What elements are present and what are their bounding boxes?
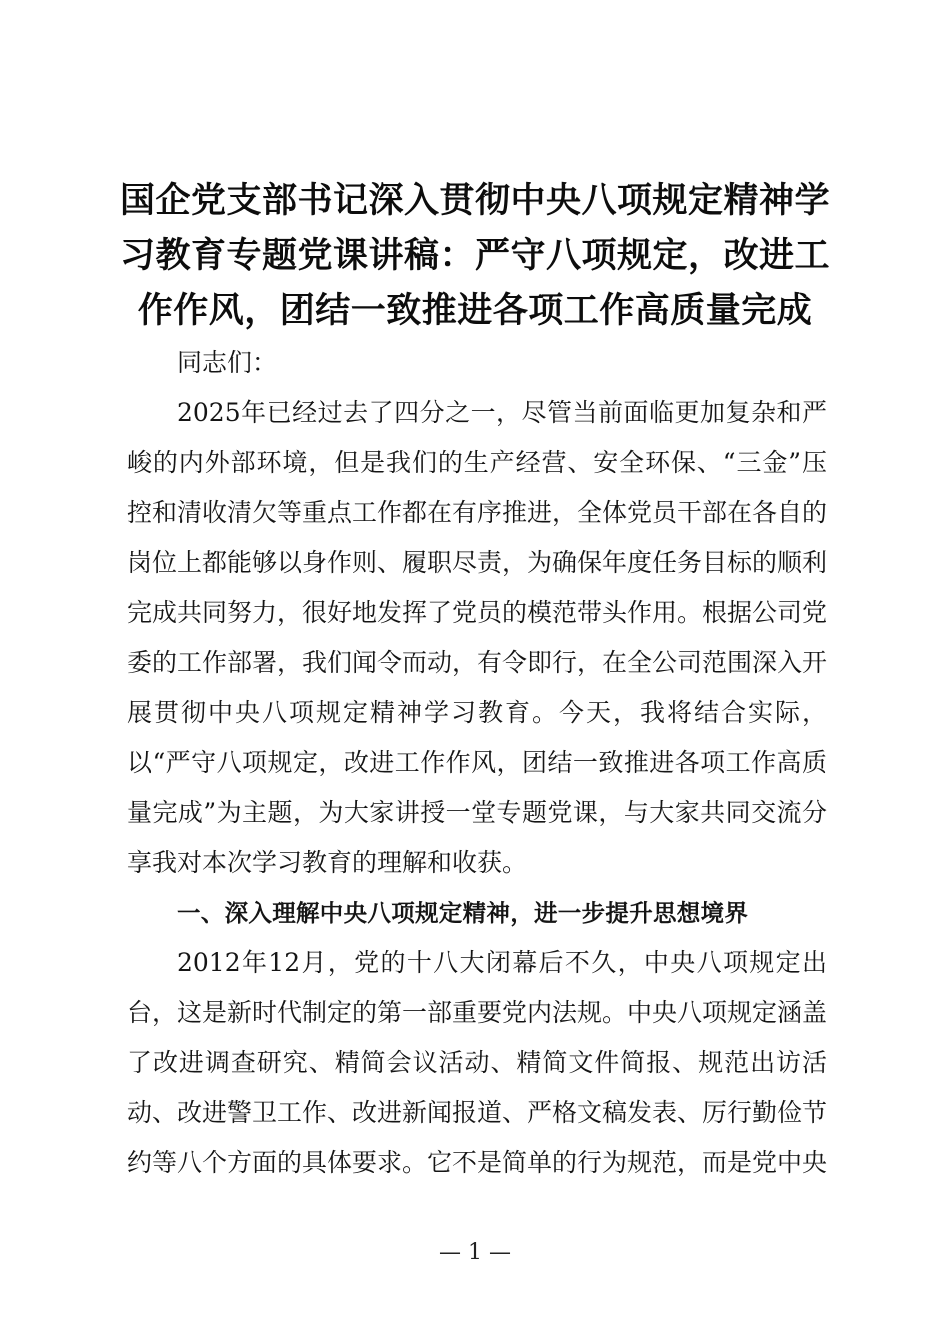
document-title: 国企党支部书记深入贯彻中央八项规定精神学习教育专题党课讲稿：严守八项规定，改进工作作风，团结一致推进各项工作高质量完成 [119, 181, 830, 331]
salutation-paragraph: 同志们： [177, 348, 278, 377]
section-heading-1: 一、深入理解中央八项规定精神，进一步提升思想境界 [177, 899, 749, 927]
page-number: — 1 — [439, 1240, 511, 1265]
intro-paragraph: 2025年已经过去了四分之一，尽管当前面临更加复杂和严峻的内外部环境，但是我们的生产经营、安全环保、“三金”压控和清收清欠等重点工作都在有序推进，全体党员干部在各自的岗位上都能够以身作则、履职尽责，为确保年度任务目标的顺利完成共同努力，很好地发挥了党员的模范带头作用。根据公司党委的工作部署，我们闻令而动，有令即行，在全公司范围深入开展贯彻中央八项规定精神学习教育。今天，我将结合实际，以“严守八项规定，改进工作作风，团结一致推进各项工作高质量完成”为主题，为大家讲授一堂专题党课，与大家共同交流分享我对本次学习教育的理解和收获。 [127, 398, 828, 877]
document-body [127, 338, 827, 1188]
section-1-paragraph: 2012年12月，党的十八大闭幕后不久，中央八项规定出台，这是新时代制定的第一部重要党内法规。中央八项规定涵盖了改进调查研究、精简会议活动、精简文件简报、规范出访活动、改进警卫工作、改进新闻报道、严格文稿发表、厉行勤俭节约等八个方面的具体要求。它不是简单的行为规范，而是党中央 [127, 948, 828, 1177]
